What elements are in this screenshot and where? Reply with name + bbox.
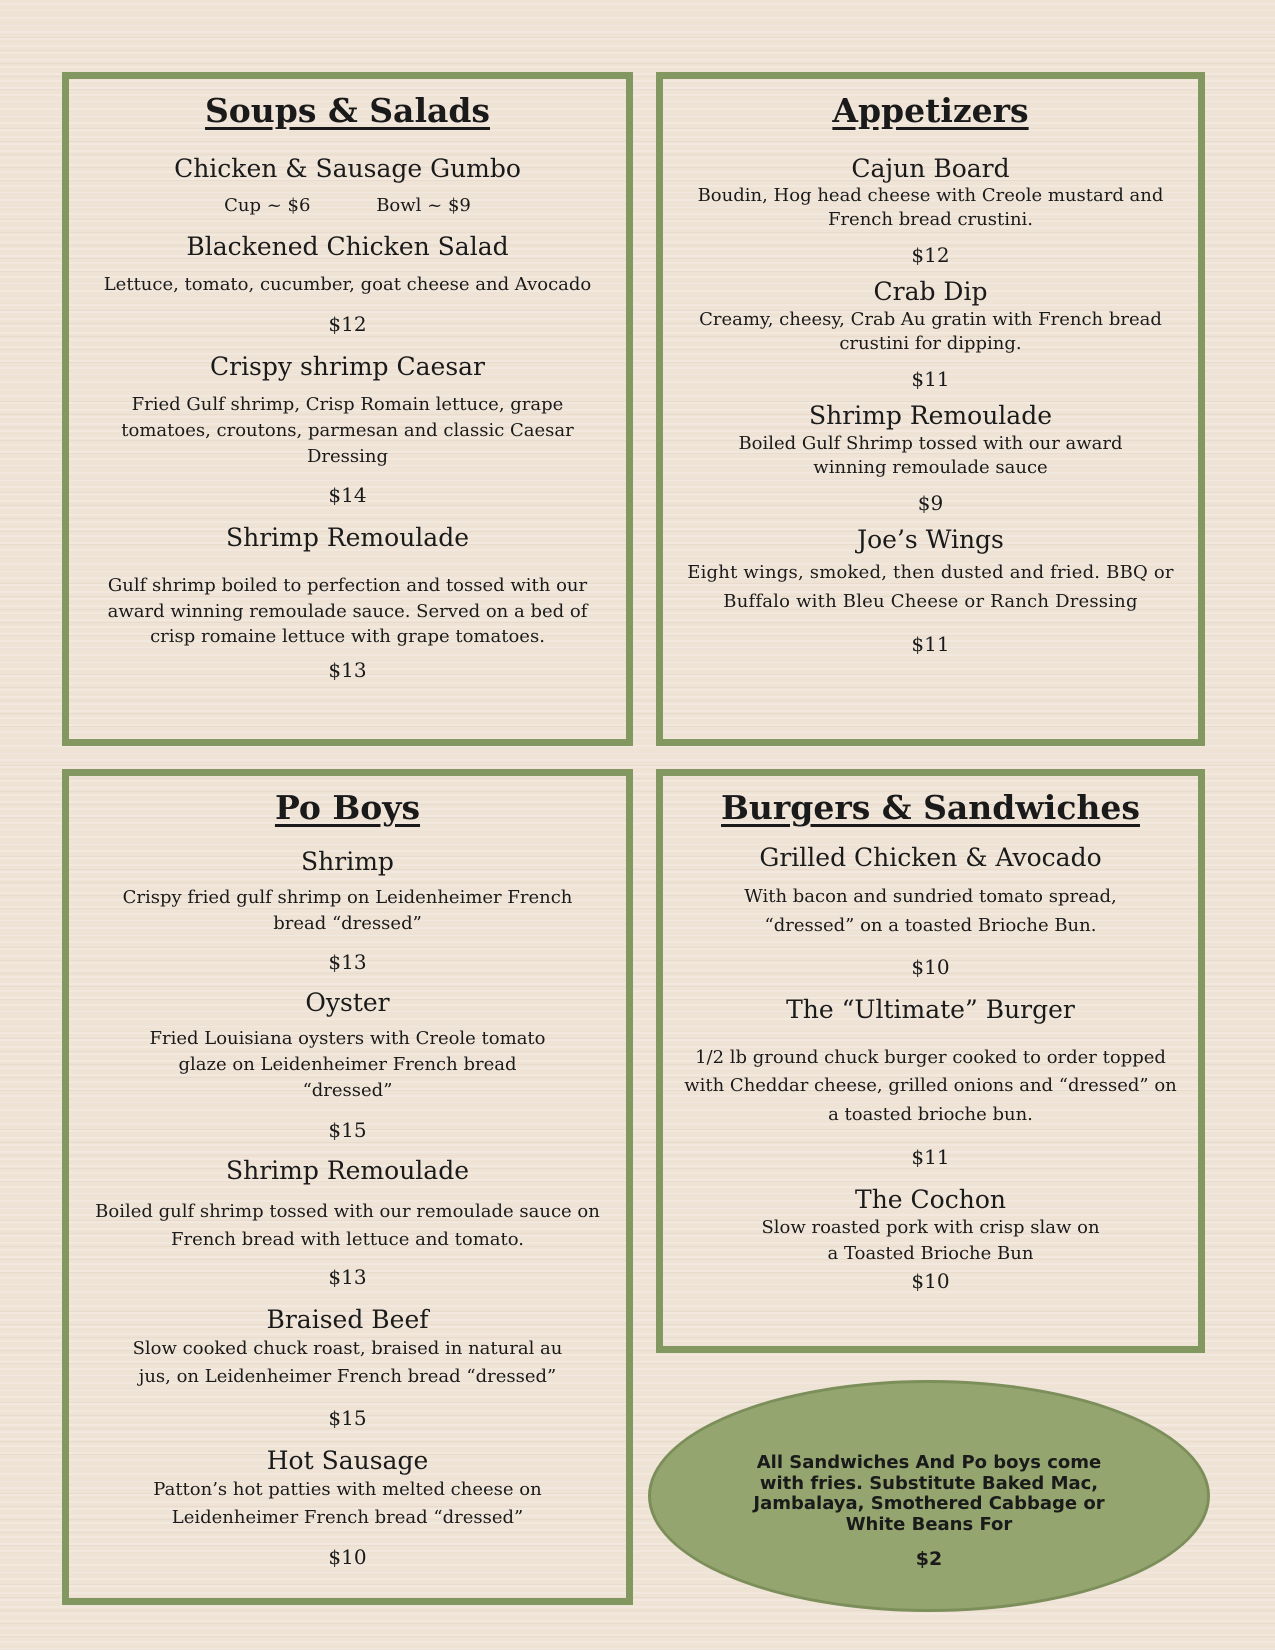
burgers-sandwiches-panel xyxy=(656,769,1205,1353)
item-price: $13 xyxy=(328,950,367,975)
item-name: Shrimp xyxy=(301,846,394,876)
menu-item xyxy=(89,522,606,683)
menu-item xyxy=(677,400,1184,516)
item-name: Chicken & Sausage Gumbo xyxy=(174,153,521,183)
gumbo-sizes xyxy=(89,194,606,217)
item-description: Creamy, cheesy, Crab Au gratin with French bread crustini for dipping. xyxy=(699,308,1162,354)
item-description: Crispy fried gulf shrimp on Leidenheimer French bread “dressed” xyxy=(122,886,573,934)
item-price: $9 xyxy=(917,491,944,516)
item-price: $12 xyxy=(328,311,367,336)
item-price: $15 xyxy=(328,1405,367,1430)
burgers-sandwiches-title: Burgers & Sandwiches xyxy=(721,788,1140,827)
item-name: Oyster xyxy=(305,988,390,1018)
item-price: $13 xyxy=(328,1264,367,1289)
item-name: Shrimp Remoulade xyxy=(225,1155,469,1185)
item-description: With bacon and sundried tomato spread, “dressed” on a toasted Brioche Bun. xyxy=(744,885,1117,936)
menu-item xyxy=(677,276,1184,392)
item-name: Grilled Chicken & Avocado xyxy=(759,842,1102,872)
item-name: The Cochon xyxy=(855,1185,1006,1215)
menu-item xyxy=(75,1155,620,1290)
item-price: $10 xyxy=(911,1268,950,1293)
item-name: The “Ultimate” Burger xyxy=(786,995,1075,1025)
item-name: Shrimp Remoulade xyxy=(808,401,1052,431)
item-price: $13 xyxy=(328,657,367,682)
item-name: Hot Sausage xyxy=(266,1445,429,1475)
menu-item xyxy=(677,1184,1184,1294)
item-name: Cajun Board xyxy=(851,153,1010,183)
item-description: Patton’s hot patties with melted cheese on Leidenheimer French bread “dressed” xyxy=(153,1478,542,1528)
appetizers-title: Appetizers xyxy=(832,91,1029,130)
item-name: Braised Beef xyxy=(266,1304,429,1334)
item-price: $11 xyxy=(911,367,950,392)
menu-item xyxy=(677,153,1184,269)
item-price: $15 xyxy=(328,1117,367,1142)
item-description: Lettuce, tomato, cucumber, goat cheese and Avocado xyxy=(103,274,592,296)
menu-item xyxy=(677,994,1184,1170)
item-name: Crab Dip xyxy=(873,277,988,307)
gumbo-bowl-price: Bowl ~ $9 xyxy=(376,194,471,216)
item-description: Boudin, Hog head cheese with Creole mustard and French bread crustini. xyxy=(697,184,1164,231)
po-boys-title: Po Boys xyxy=(274,788,421,827)
menu-item xyxy=(89,351,606,509)
item-description: Slow cooked chuck roast, braised in natural au jus, on Leidenheimer French bread “dressed” xyxy=(132,1337,563,1387)
item-description: Gulf shrimp boiled to perfection and tossed with our award winning remoulade sauce. Served on a bed of crisp romaine lettuce with grape tomatoes. xyxy=(107,575,588,647)
item-description: Boiled Gulf Shrimp tossed with our award winning remoulade sauce xyxy=(738,432,1123,478)
item-price: $14 xyxy=(328,483,367,508)
item-name: Joe’s Wings xyxy=(857,525,1004,555)
item-price: $10 xyxy=(328,1544,367,1569)
soups-salads-title: Soups & Salads xyxy=(204,91,491,130)
gumbo-cup-price: Cup ~ $6 xyxy=(224,194,311,216)
item-description: Eight wings, smoked, then dusted and fried. BBQ or Buffalo with Bleu Cheese or Ranch Dressing xyxy=(687,562,1174,613)
soups-salads-panel xyxy=(62,72,633,746)
menu-item xyxy=(75,987,620,1143)
menu-item xyxy=(89,231,606,336)
menu-item xyxy=(75,1445,620,1570)
item-price: $12 xyxy=(911,243,950,268)
item-description: Fried Louisiana oysters with Creole tomato glaze on Leidenheimer French bread “dressed” xyxy=(149,1028,546,1102)
menu-item xyxy=(677,842,1184,981)
item-name: Crispy shrimp Caesar xyxy=(209,351,486,381)
item-description: Fried Gulf shrimp, Crisp Romain lettuce, grape tomatoes, croutons, parmesan and classic Caesar Dressing xyxy=(121,393,574,468)
item-description: Boiled gulf shrimp tossed with our remoulade sauce on French bread with lettuce and tomato. xyxy=(95,1200,600,1250)
sides-note-price: $2 xyxy=(915,1547,943,1570)
sides-note-text: All Sandwiches And Po boys come with fries. Substitute Baked Mac, Jambalaya, Smothered Cabbage or White Beans For xyxy=(753,1452,1105,1536)
item-price: $10 xyxy=(911,955,950,980)
menu-item xyxy=(677,524,1184,657)
item-name: Blackened Chicken Salad xyxy=(186,232,509,262)
menu-item xyxy=(75,1304,620,1431)
item-description: Slow roasted pork with crisp slaw on a Toasted Brioche Bun xyxy=(761,1217,1100,1264)
item-price: $11 xyxy=(911,631,950,656)
menu-item xyxy=(75,846,620,975)
appetizers-panel xyxy=(656,72,1205,746)
menu-item-gumbo xyxy=(89,153,606,218)
item-description: 1/2 lb ground chuck burger cooked to order topped with Cheddar cheese, grilled onions and “dressed” on a toasted brioche bun. xyxy=(684,1046,1177,1126)
item-name: Shrimp Remoulade xyxy=(225,523,469,553)
sides-note-oval xyxy=(648,1380,1210,1612)
item-price: $11 xyxy=(911,1145,950,1170)
po-boys-panel xyxy=(62,769,633,1605)
